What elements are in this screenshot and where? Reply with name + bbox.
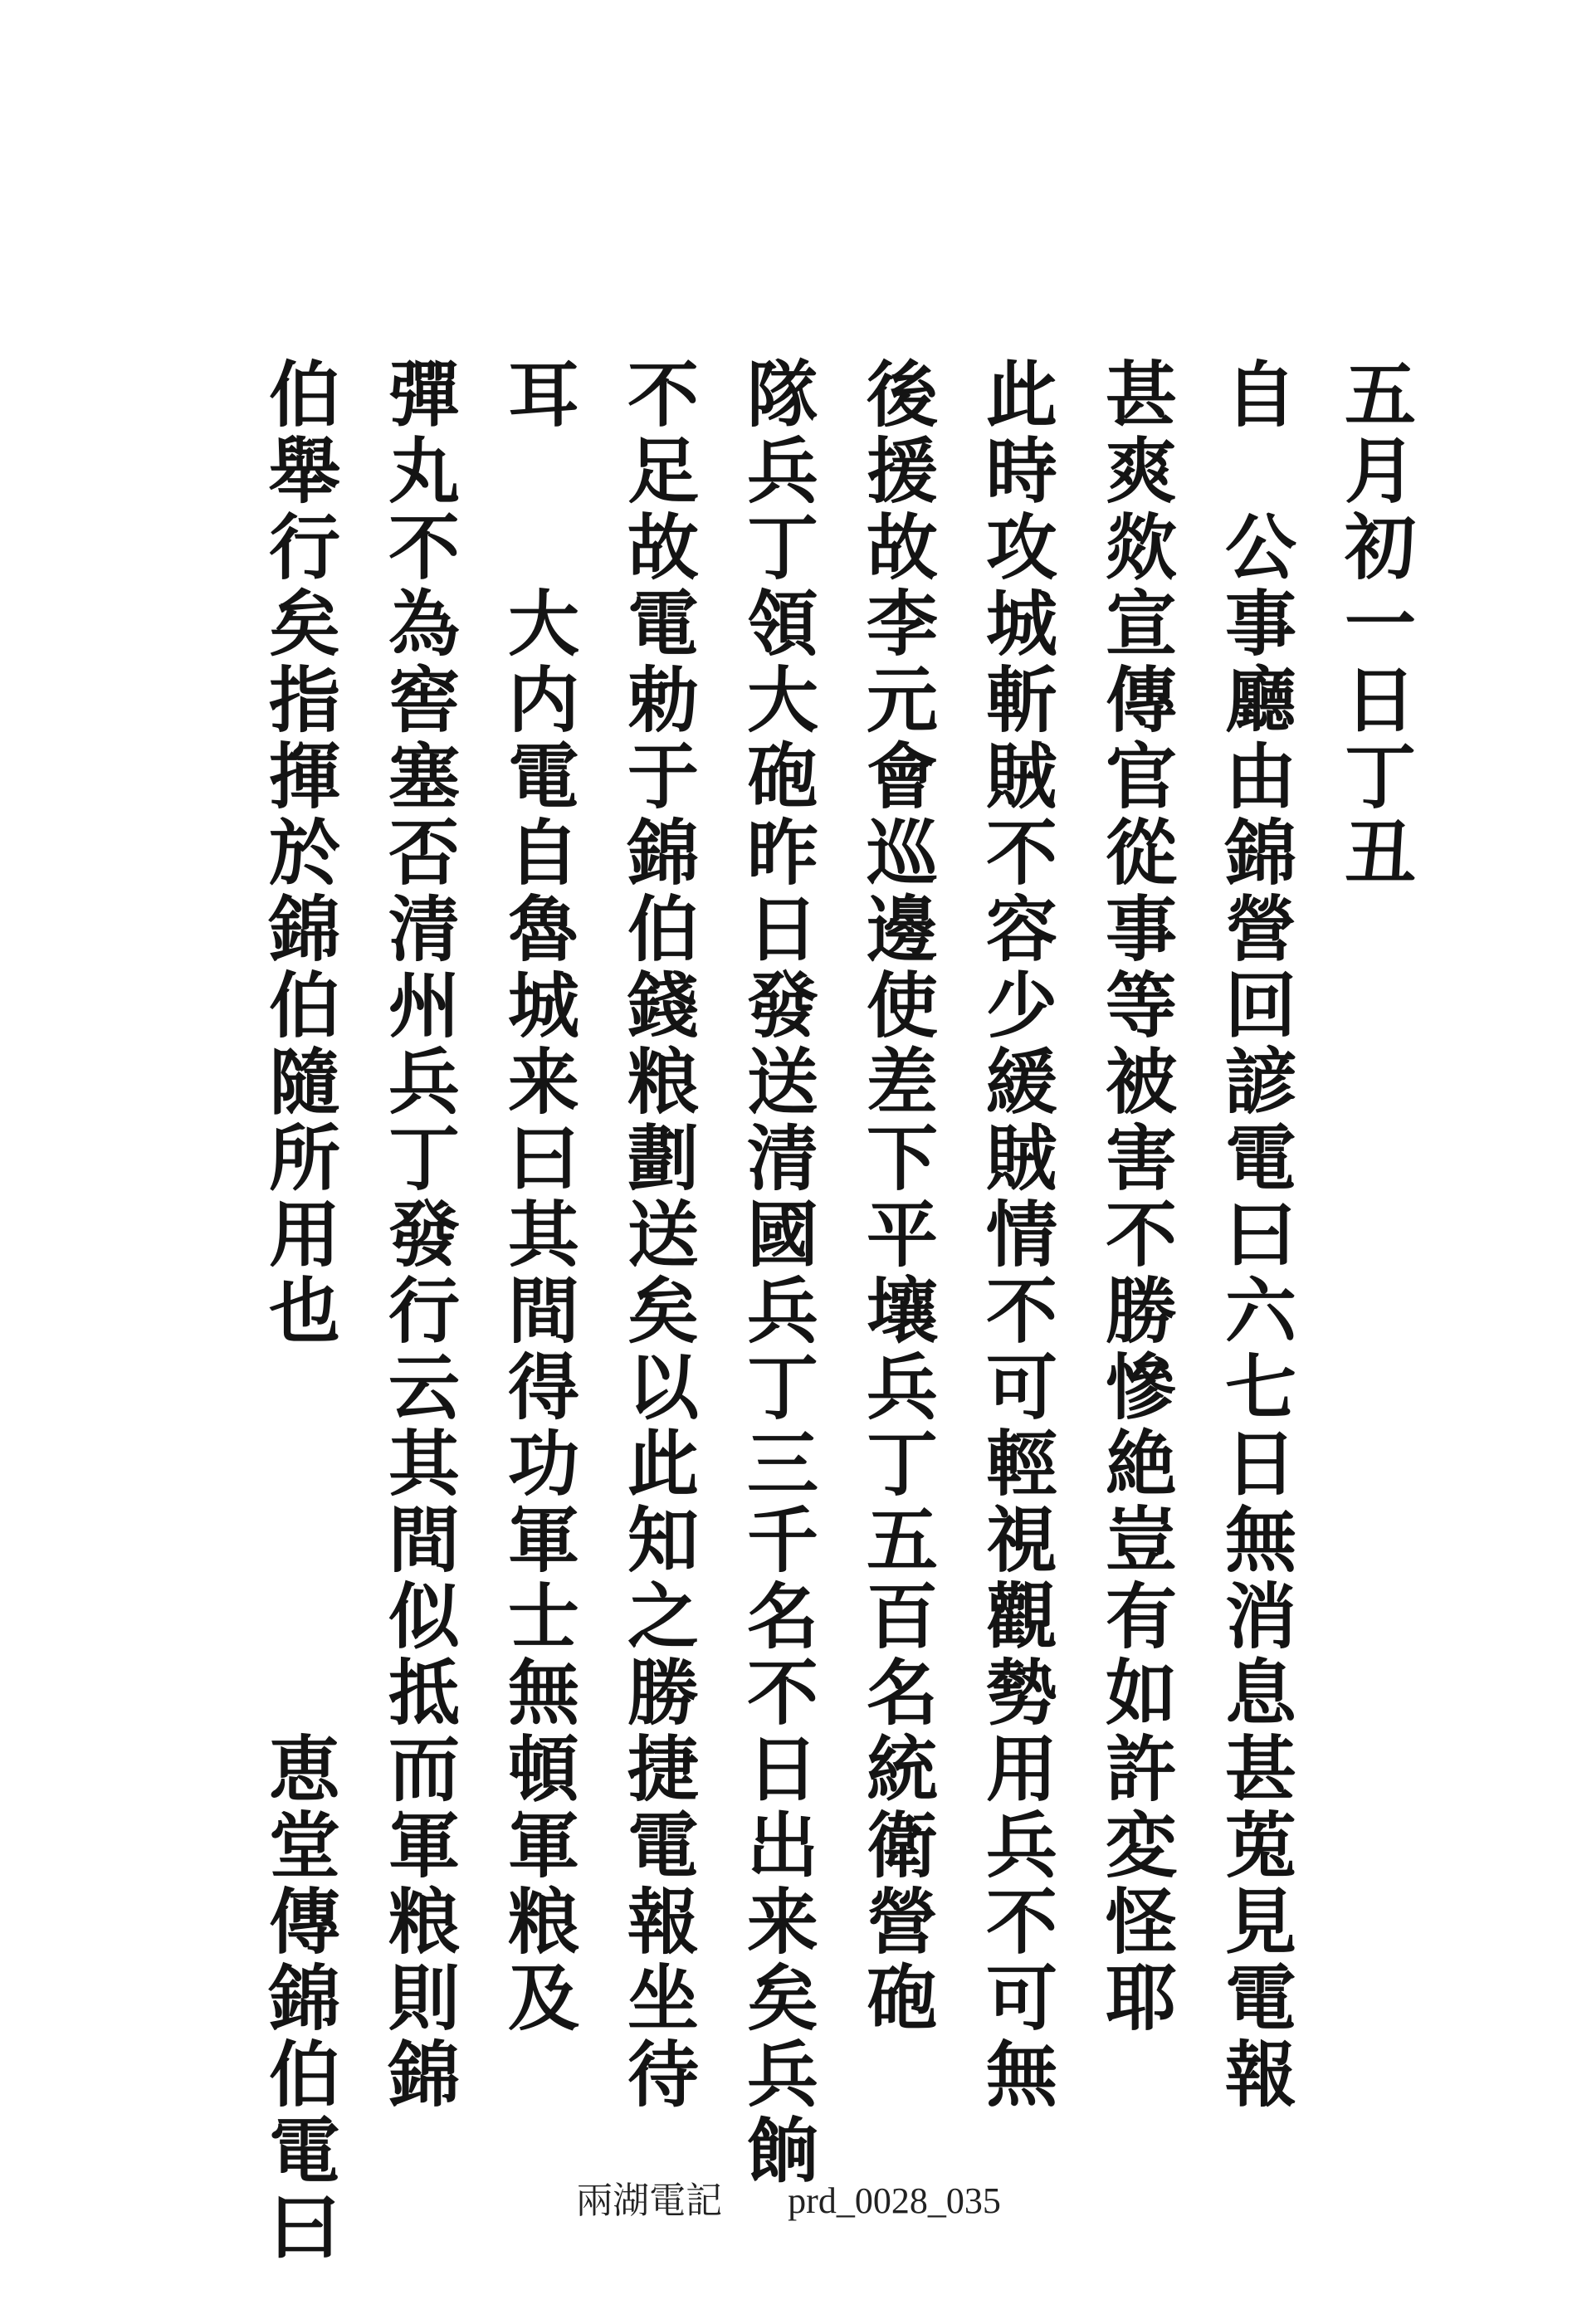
footer-page-id: prd_0028_035 [788, 2180, 1001, 2221]
text-column-1: 五月初一日丁丑 [1332, 357, 1416, 891]
text-column-8: 耳 大内電自魯城来曰其間得功軍士無頓軍粮及 [496, 357, 579, 2037]
footer-title: 兩湖電記 [576, 2180, 723, 2221]
text-column-5: 後援故李元會巡邊使差下平壤兵丁五百名統衛營砲 [854, 357, 938, 2037]
text-column-2: 自 公事廳由錦營回諺電曰六七日無消息甚莵見電報 [1213, 357, 1296, 2113]
text-column-10: 伯舉行矣指揮於錦伯隨所用也 恵堂傳錦伯電曰 [256, 357, 340, 2266]
text-column-6: 隊兵丁領大砲昨日發送清國兵丁三千名不日出来矣兵餉 [735, 357, 818, 2190]
text-column-4: 此時攻城斬賊不容少緩賊情不可輕視觀勢用兵不可無 [974, 357, 1057, 2113]
text-column-3: 甚爽欻宣傳官從事等被害不勝慘絶豈有如許変怪耶 [1093, 357, 1177, 2037]
text-column-7: 不足故電勅于錦伯錢粮劃送矣以此知之勝捷電報坐待 [615, 357, 699, 2113]
page-footer [0, 2170, 1577, 2224]
text-column-9: 彈丸不為窖塞否清州兵丁發行云其間似抵而軍粮則錦 [376, 357, 460, 2113]
